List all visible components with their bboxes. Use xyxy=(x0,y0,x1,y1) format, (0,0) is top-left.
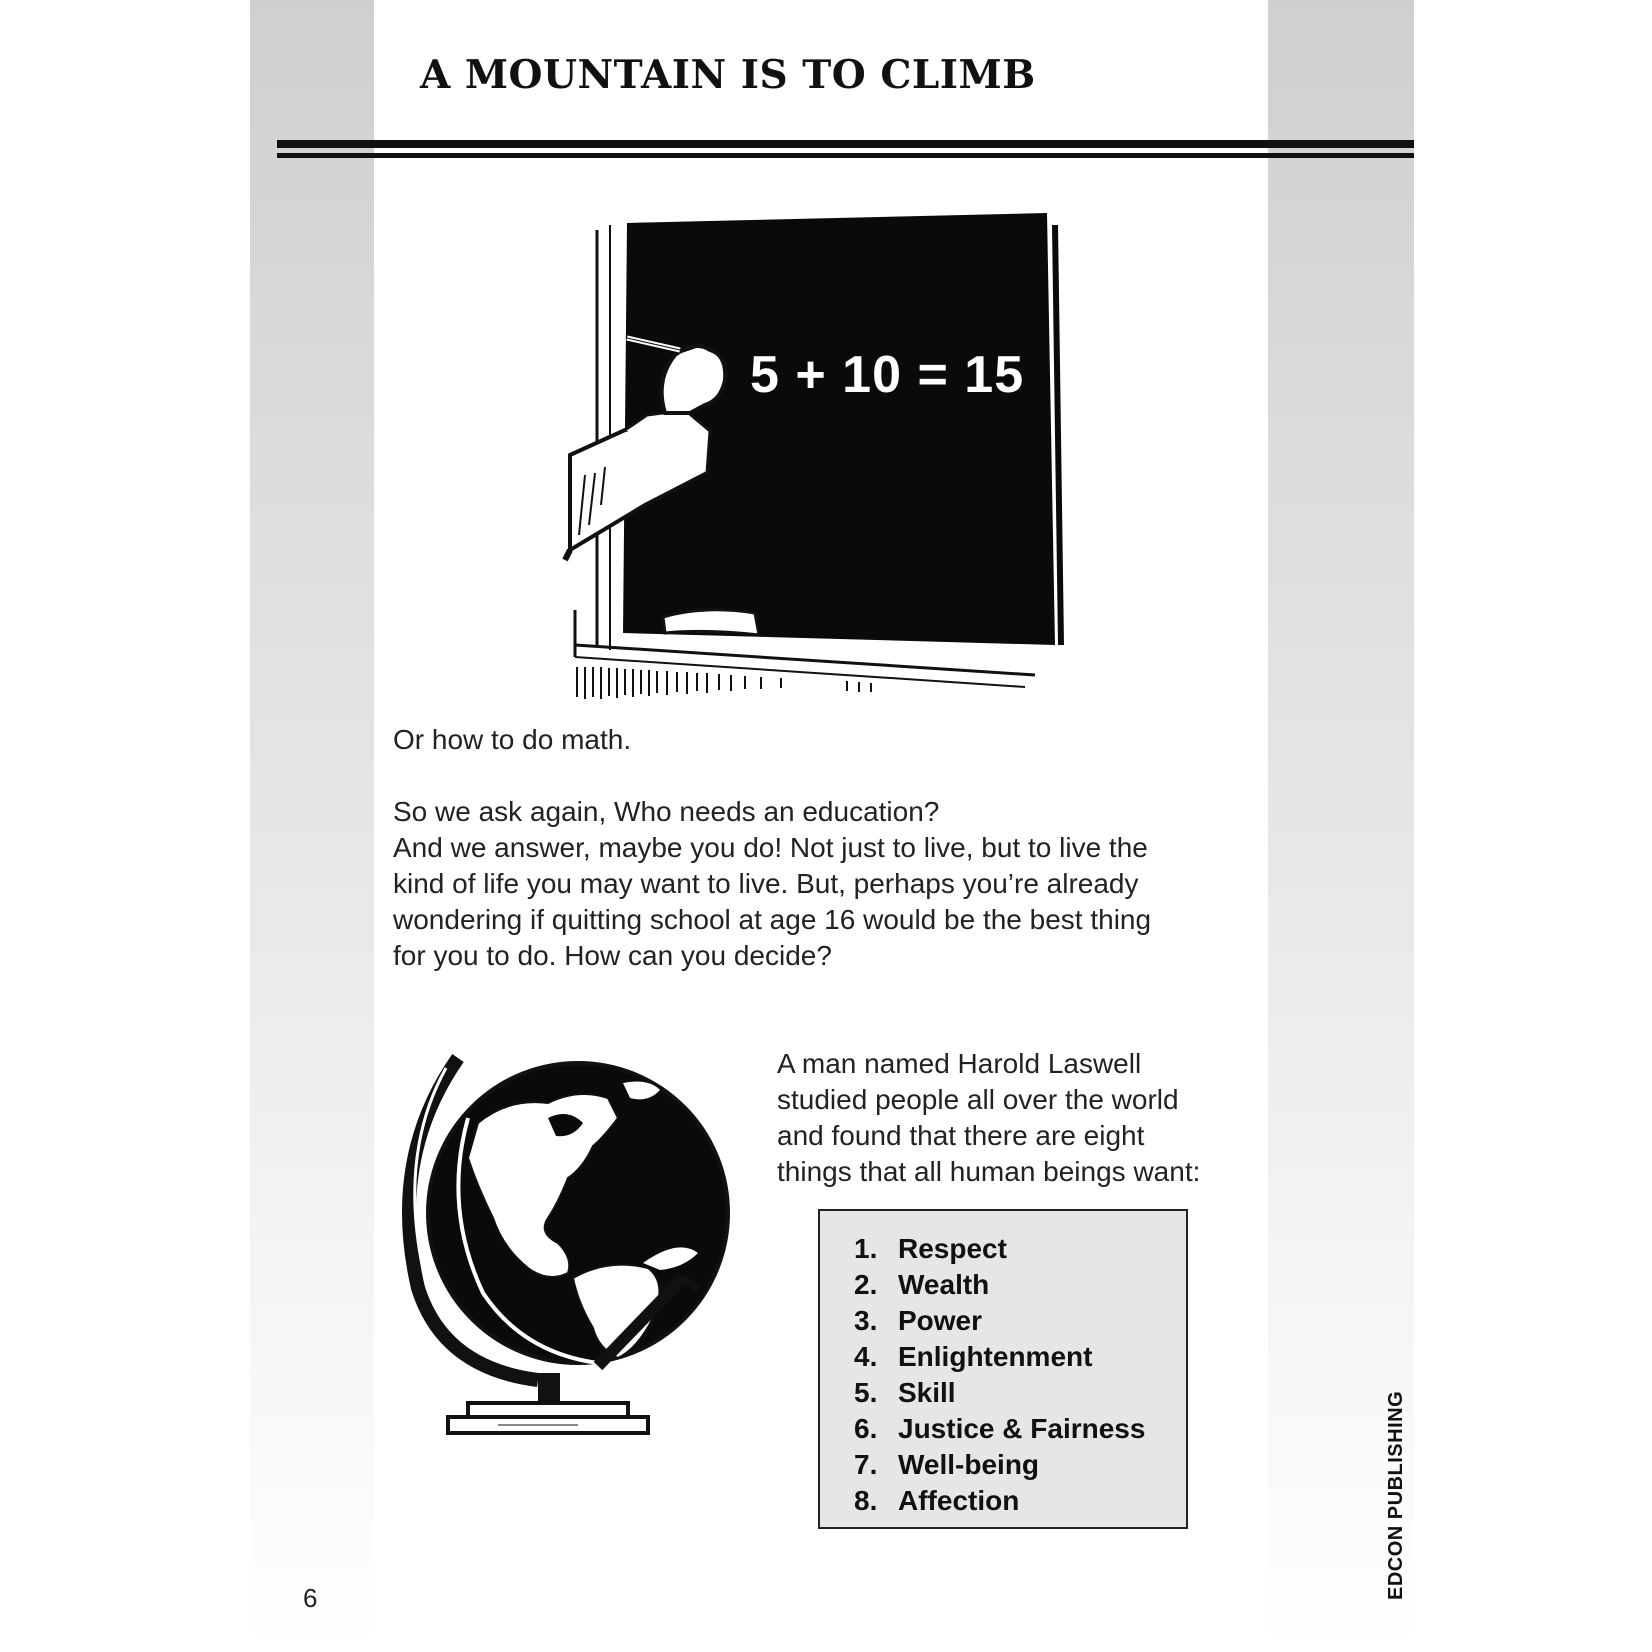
list-item-number: 8. xyxy=(854,1485,878,1516)
list-item xyxy=(854,1339,1145,1375)
laswell-paragraph xyxy=(777,1046,1200,1190)
page-number: 6 xyxy=(303,1583,318,1613)
paragraph-line: So we ask again, Who needs an education? xyxy=(393,796,940,827)
page-title: A MOUNTAIN IS TO CLIMB xyxy=(420,52,1036,98)
publisher-imprint: EDCON PUBLISHING xyxy=(1385,1390,1407,1600)
list-item xyxy=(854,1375,1145,1411)
list-item-label: Power xyxy=(898,1305,983,1336)
paragraph-line: for you to do. How can you decide? xyxy=(393,940,832,971)
human-wants-box xyxy=(818,1209,1188,1529)
list-item-number: 3. xyxy=(854,1305,878,1336)
laswell-line: studied people all over the world xyxy=(777,1084,1179,1115)
list-item-number: 6. xyxy=(854,1413,878,1444)
list-item-label: Skill xyxy=(898,1377,956,1408)
laswell-line: and found that there are eight xyxy=(777,1120,1145,1151)
title-rule-thin xyxy=(277,153,1414,158)
list-item-label: Well-being xyxy=(898,1449,1040,1480)
title-rule-thick xyxy=(277,140,1414,148)
list-item-label: Enlightenment xyxy=(898,1341,1093,1372)
globe-illustration xyxy=(398,1028,758,1448)
human-wants-list xyxy=(854,1231,1145,1519)
list-item xyxy=(854,1411,1145,1447)
list-item-label: Justice & Fairness xyxy=(898,1413,1146,1444)
chalkboard-illustration xyxy=(555,205,1075,715)
paragraph-math: Or how to do math. xyxy=(393,724,632,755)
list-item xyxy=(854,1267,1145,1303)
list-item xyxy=(854,1483,1145,1519)
laswell-line: things that all human beings want: xyxy=(777,1156,1201,1187)
paragraph-line: And we answer, maybe you do! Not just to live, but to live the xyxy=(393,832,1148,863)
list-item-label: Affection xyxy=(898,1485,1020,1516)
list-item-label: Wealth xyxy=(898,1269,990,1300)
chalk-equation: 5 + 10 = 15 xyxy=(750,346,1025,404)
left-margin-band xyxy=(250,0,374,1652)
list-item-number: 5. xyxy=(854,1377,878,1408)
list-item-number: 7. xyxy=(854,1449,878,1480)
laswell-line: A man named Harold Laswell xyxy=(777,1048,1142,1079)
list-item-number: 2. xyxy=(854,1269,878,1300)
list-item-number: 4. xyxy=(854,1341,878,1372)
paragraph-education xyxy=(393,794,1253,974)
list-item-number: 1. xyxy=(854,1233,878,1264)
list-item-label: Respect xyxy=(898,1233,1007,1264)
list-item xyxy=(854,1231,1145,1267)
paragraph-line: kind of life you may want to live. But, perhaps you’re already xyxy=(393,868,1139,899)
list-item xyxy=(854,1447,1145,1483)
paragraph-line: wondering if quitting school at age 16 would be the best thing xyxy=(393,904,1152,935)
list-item xyxy=(854,1303,1145,1339)
